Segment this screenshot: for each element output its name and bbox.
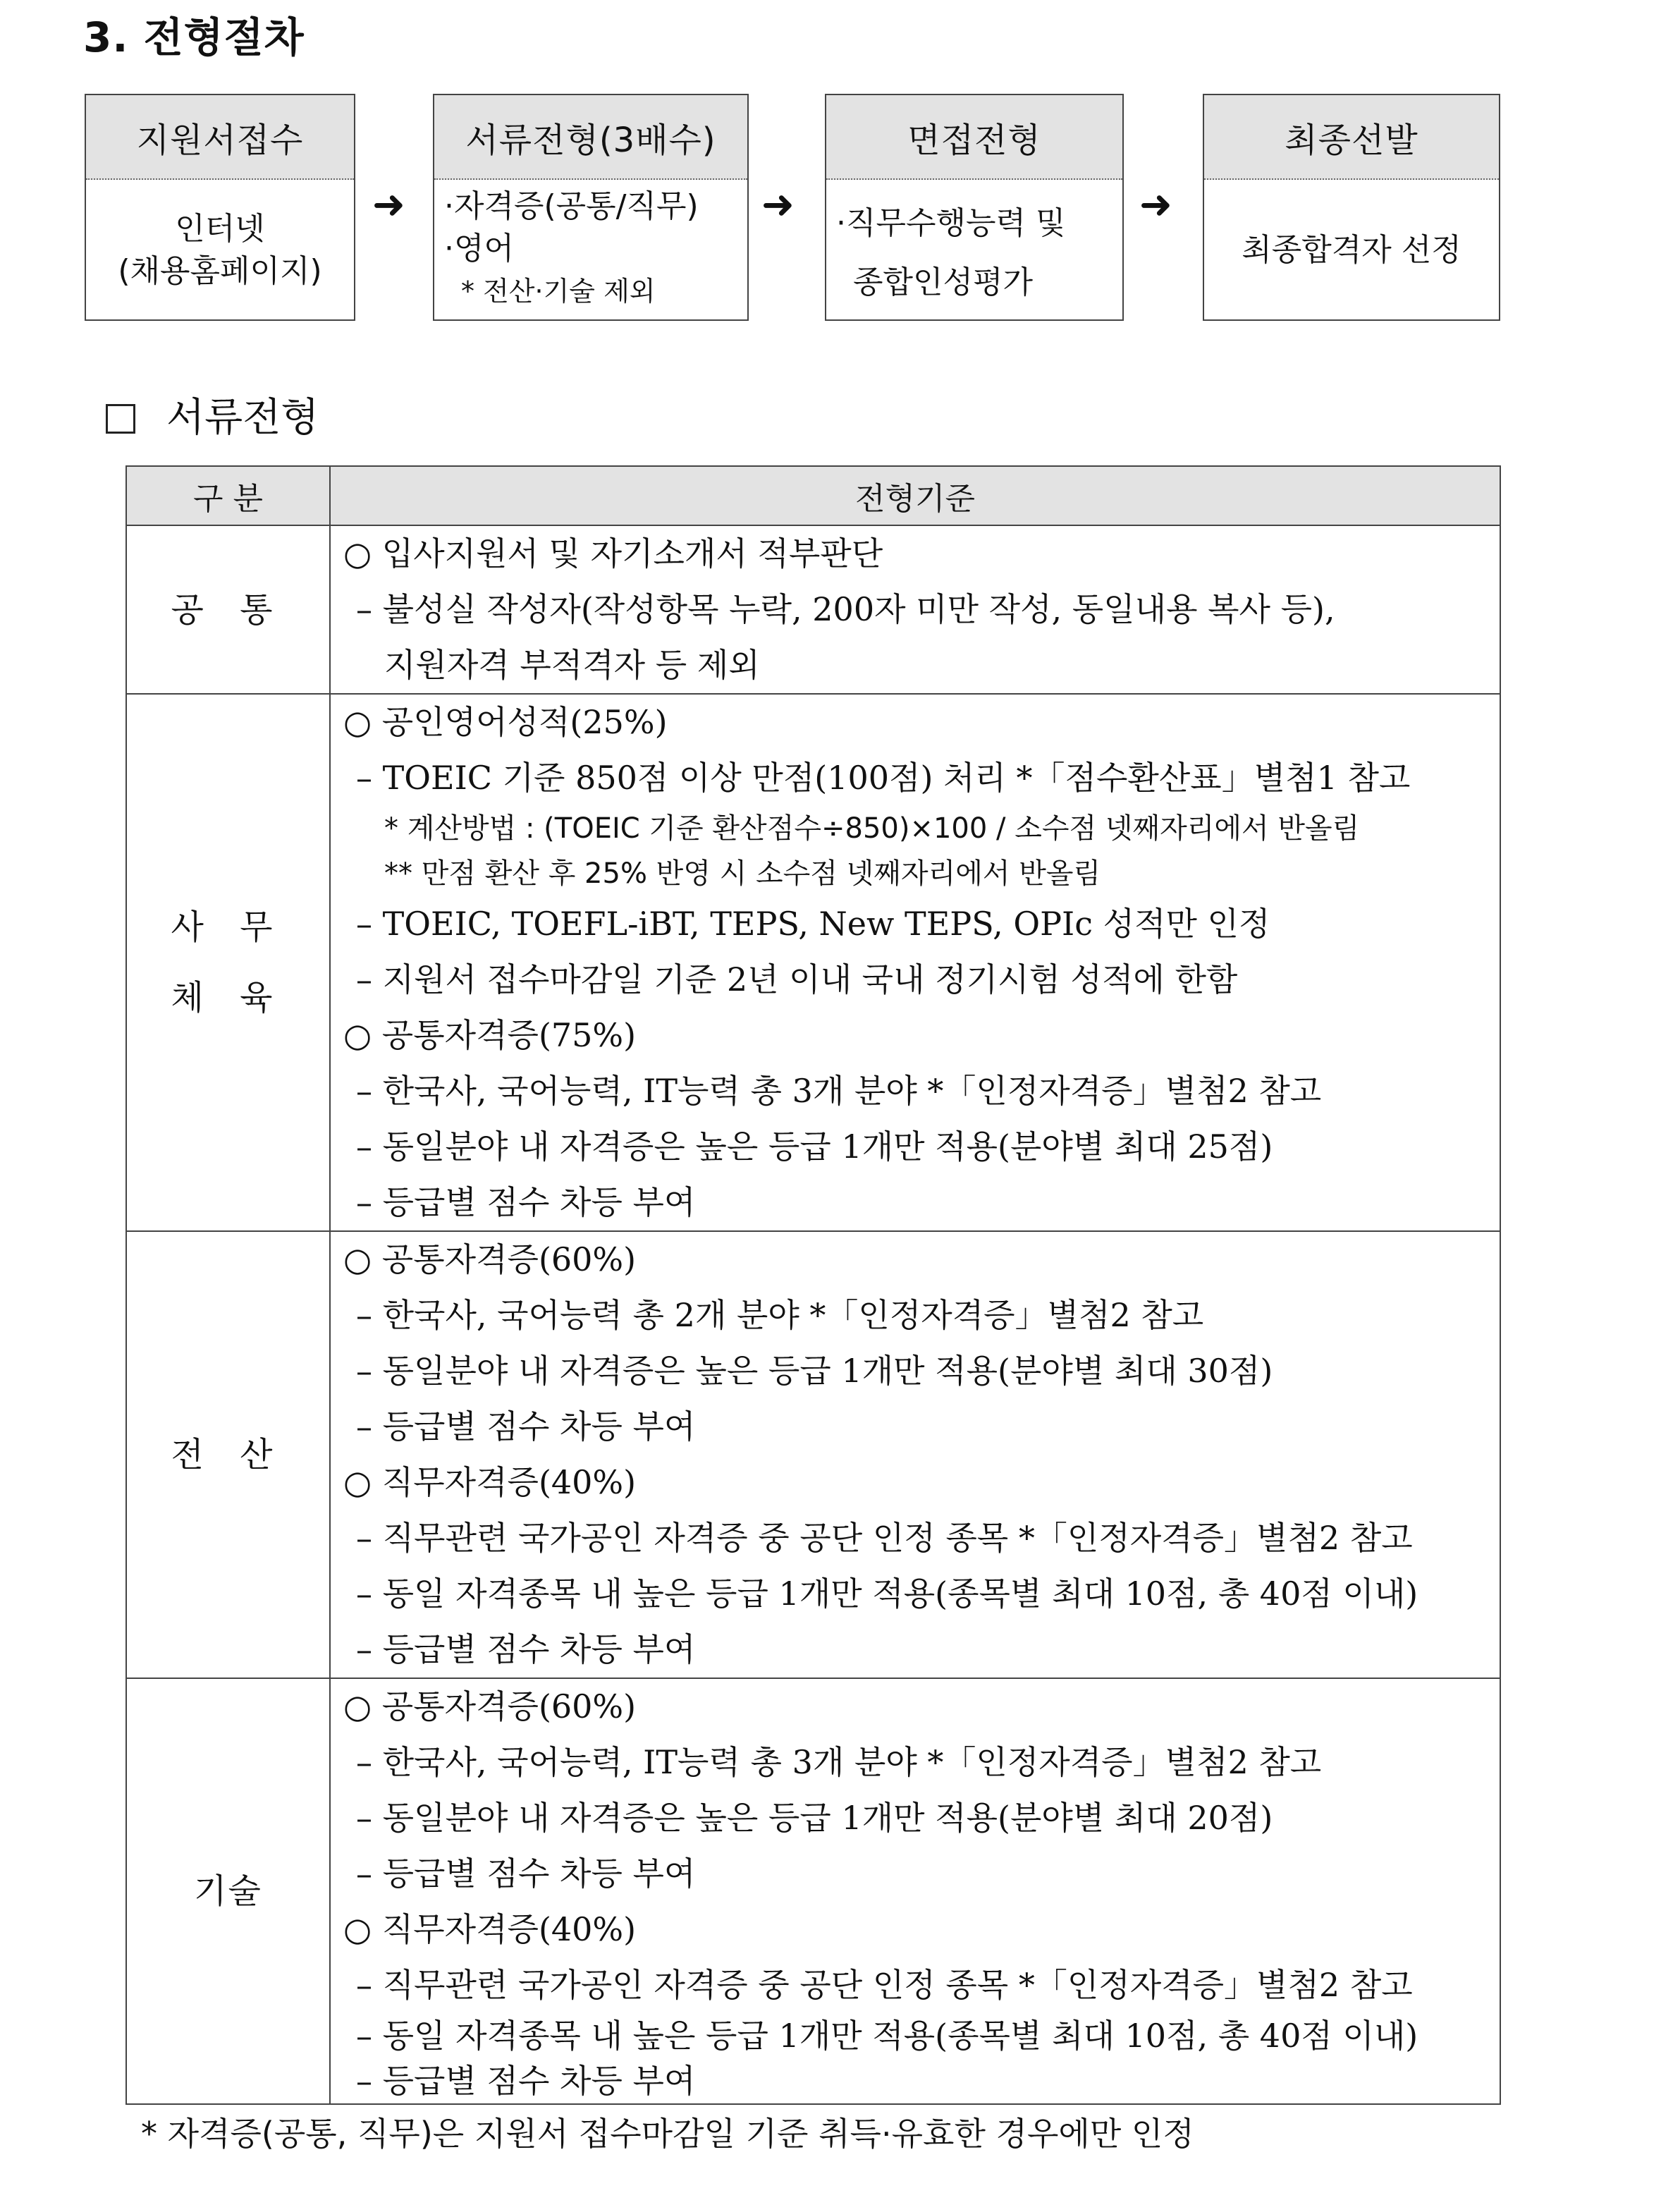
flow-step-line: 인터넷 — [175, 211, 265, 247]
category-cell — [126, 694, 330, 1231]
category-label: 사 무 — [171, 908, 286, 947]
category-label: 공 통 — [171, 589, 286, 630]
criteria-line: ○ 입사지원서 및 자기소개서 적부판단 — [343, 534, 883, 573]
criteria-line: – 지원서 접수마감일 기준 2년 이내 국내 정기시험 성적에 한함 — [356, 960, 1238, 998]
flow-step-line: ·직무수행능력 및 — [836, 205, 1066, 241]
criteria-line: – 등급별 점수 차등 부여 — [356, 1630, 696, 1668]
criteria-note: * 계산방법 : (TOEIC 기준 환산점수÷850)×100 / 소수점 넷째자리에서 반올림 — [384, 812, 1360, 845]
criteria-line: – 한국사, 국어능력 총 2개 분야 *「인정자격증」별첨2 참고 — [356, 1296, 1204, 1334]
section-title: 서류전형 — [166, 395, 319, 441]
table-row-technical — [126, 1678, 1500, 2104]
arrow-right-icon: ➜ — [761, 182, 795, 228]
criteria-line: – 동일분야 내 자격증은 높은 등급 1개만 적용(분야별 최대 30점) — [356, 1352, 1273, 1390]
category-cell — [126, 1678, 330, 2104]
criteria-cell — [330, 1678, 1500, 2104]
footnote: * 자격증(공통, 직무)은 지원서 접수마감일 기준 취득·유효한 경우에만 인정 — [141, 2115, 1194, 2153]
criteria-line: – 동일 자격종목 내 높은 등급 1개만 적용(종목별 최대 10점, 총 40점 이내) — [356, 2017, 1418, 2055]
criteria-line: – 등급별 점수 차등 부여 — [356, 1407, 696, 1446]
criteria-line: – 동일분야 내 자격증은 높은 등급 1개만 적용(분야별 최대 20점) — [356, 1799, 1273, 1837]
criteria-line: – 한국사, 국어능력, IT능력 총 3개 분야 *「인정자격증」별첨2 참고 — [356, 1743, 1322, 1781]
flow-step-line: ·영어 — [444, 231, 514, 267]
criteria-line: – 등급별 점수 차등 부여 — [356, 1183, 696, 1221]
criteria-line: – 등급별 점수 차등 부여 — [356, 1854, 696, 1893]
criteria-line: ○ 공인영어성적(25%) — [343, 703, 668, 741]
flow-step-line: (채용홈페이지) — [118, 253, 322, 289]
flow-step-line: 최종합격자 선정 — [1242, 232, 1461, 268]
criteria-line: – TOEIC, TOEFL-iBT, TEPS, New TEPS, OPIc 성적만 인정 — [356, 905, 1270, 943]
flow-step-note: * 전산·기술 제외 — [461, 276, 656, 307]
flow-step-document-screening — [433, 94, 749, 321]
criteria-line: ○ 직무자격증(40%) — [343, 1910, 637, 1948]
table-row-it — [126, 1231, 1500, 1678]
flow-step-heading: 서류전형(3배수) — [434, 95, 747, 180]
category-label: 기술 — [194, 1871, 262, 1911]
table-header-row — [126, 466, 1500, 525]
page-title: 3. 전형절차 — [83, 13, 305, 61]
flow-step-line: 종합인성평가 — [853, 264, 1034, 300]
checkbox-icon — [106, 404, 135, 434]
criteria-note: ** 만점 환산 후 25% 반영 시 소수점 넷째자리에서 반올림 — [384, 857, 1101, 890]
flow-step-heading: 면접전형 — [826, 95, 1122, 180]
criteria-cell — [330, 694, 1500, 1231]
criteria-line: – 한국사, 국어능력, IT능력 총 3개 분야 *「인정자격증」별첨2 참고 — [356, 1072, 1322, 1110]
criteria-table — [125, 465, 1501, 2105]
category-label: 체 육 — [171, 978, 286, 1018]
criteria-line: – 등급별 점수 차등 부여 — [356, 2062, 696, 2100]
criteria-line: ○ 공통자격증(60%) — [343, 1240, 637, 1278]
column-header-category: 구 분 — [126, 466, 330, 525]
criteria-line: – TOEIC 기준 850점 이상 만점(100점) 처리 *「점수환산표」별첨1 참고 — [356, 759, 1411, 797]
criteria-line: – 동일분야 내 자격증은 높은 등급 1개만 적용(분야별 최대 25점) — [356, 1128, 1273, 1166]
criteria-line: – 불성실 작성자(작성항목 누락, 200자 미만 작성, 동일내용 복사 등), — [356, 590, 1335, 628]
criteria-cell — [330, 1231, 1500, 1678]
category-cell — [126, 525, 330, 694]
table-row-office-sports — [126, 694, 1500, 1231]
criteria-line: – 직무관련 국가공인 자격증 중 공단 인정 종목 *「인정자격증」별첨2 참고 — [356, 1966, 1413, 2004]
criteria-line: 지원자격 부적격자 등 제외 — [384, 646, 760, 684]
criteria-line: ○ 공통자격증(60%) — [343, 1687, 637, 1725]
criteria-line: ○ 공통자격증(75%) — [343, 1016, 637, 1054]
flow-step-application — [85, 94, 355, 321]
criteria-line: – 동일 자격종목 내 높은 등급 1개만 적용(종목별 최대 10점, 총 40점 이내) — [356, 1575, 1418, 1613]
flow-step-heading: 지원서접수 — [86, 95, 354, 180]
arrow-right-icon: ➜ — [1139, 182, 1172, 228]
flow-step-line: ·자격증(공통/직무) — [444, 188, 699, 224]
criteria-cell — [330, 525, 1500, 694]
category-label: 전 산 — [171, 1435, 286, 1474]
arrow-right-icon: ➜ — [372, 182, 405, 228]
flow-step-final-selection — [1203, 94, 1500, 321]
section-heading — [106, 386, 319, 443]
criteria-line: ○ 직무자격증(40%) — [343, 1463, 637, 1501]
category-cell — [126, 1231, 330, 1678]
flow-step-heading: 최종선발 — [1204, 95, 1499, 180]
column-header-criteria: 전형기준 — [330, 466, 1500, 525]
criteria-line: – 직무관련 국가공인 자격증 중 공단 인정 종목 *「인정자격증」별첨2 참고 — [356, 1519, 1413, 1557]
flow-step-interview — [825, 94, 1124, 321]
table-row-common — [126, 525, 1500, 694]
